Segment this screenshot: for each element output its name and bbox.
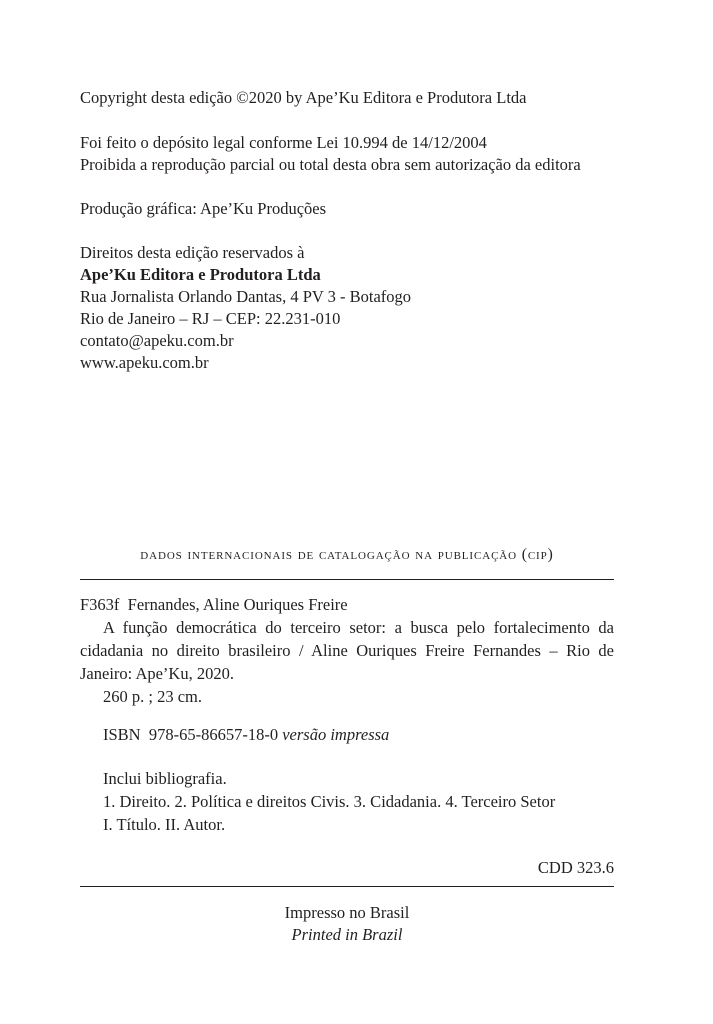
isbn-number: 978-65-86657-18-0 [148, 725, 279, 744]
cip-bottom-rule [80, 886, 614, 887]
author: Fernandes, Aline Ouriques Freire [127, 595, 348, 614]
cip-title-line-2: cidadania no direito brasileiro / Aline Ouriques Freire Fernandes – Rio de [80, 641, 614, 660]
publisher-name: Ape’Ku Editora e Produtora Ltda [80, 265, 321, 284]
cip-heading: dados internacionais de catalogação na publicação (cip) [140, 546, 554, 563]
call-number: F363f [80, 595, 120, 614]
address-line-2: Rio de Janeiro – RJ – CEP: 22.231-010 [80, 309, 341, 328]
cip-bibliography: Inclui bibliografia. [103, 769, 227, 788]
reproduction-notice: Proibida a reprodução parcial ou total desta obra sem autorização da editora [80, 155, 581, 174]
cip-physical: 260 p. ; 23 cm. [103, 687, 202, 706]
isbn-note: versão impressa [282, 725, 390, 744]
cip-title-line-3: Janeiro: Ape’Ku, 2020. [80, 664, 234, 683]
legal-deposit-line: Foi feito o depósito legal conforme Lei 10.994 de 14/12/2004 [80, 133, 487, 152]
cip-top-rule [80, 579, 614, 580]
printed-in-brazil: Printed in Brazil [291, 925, 403, 944]
printed-in-brasil: Impresso no Brasil [284, 903, 410, 922]
cip-isbn-line [103, 724, 389, 746]
cip-title-line-1: A função democrática do terceiro setor: a busca pelo fortalecimento da [103, 618, 614, 637]
isbn-label: ISBN [103, 725, 141, 744]
copyright-line: Copyright desta edição ©2020 by Ape’Ku Editora e Produtora Ltda [80, 88, 527, 107]
address-line-1: Rua Jornalista Orlando Dantas, 4 PV 3 - Botafogo [80, 287, 412, 306]
website: www.apeku.com.br [80, 353, 209, 372]
cip-headings: I. Título. II. Autor. [103, 815, 226, 834]
cip-cdd: CDD 323.6 [537, 858, 614, 877]
cip-subjects: 1. Direito. 2. Política e direitos Civis. 3. Cidadania. 4. Terceiro Setor [103, 792, 556, 811]
contact-email: contato@apeku.com.br [80, 331, 234, 350]
cip-author-line [80, 594, 348, 616]
graphic-production-line: Produção gráfica: Ape’Ku Produções [80, 199, 327, 218]
rights-intro: Direitos desta edição reservados à [80, 243, 305, 262]
